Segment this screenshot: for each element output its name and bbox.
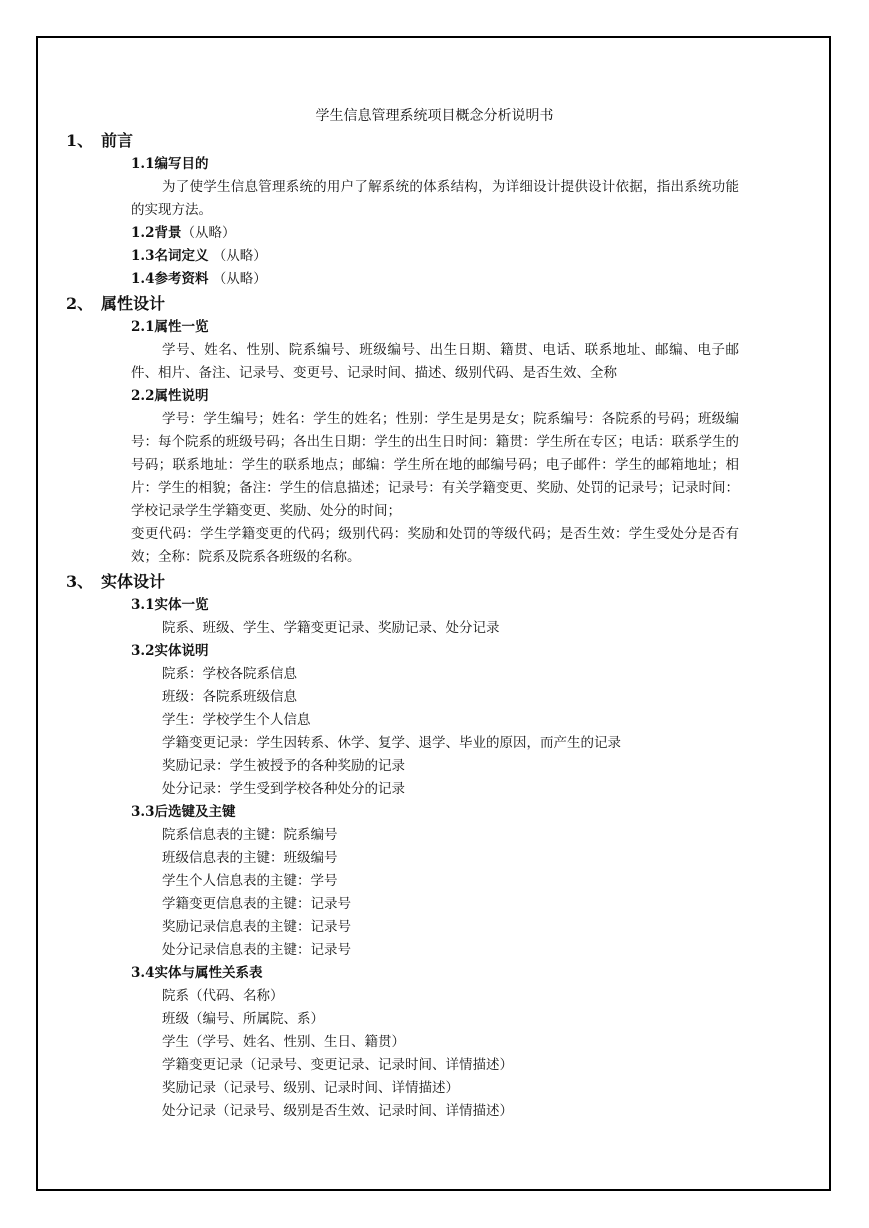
section-3-heading bbox=[0, 569, 869, 594]
list-item: 学籍变更记录（记录号、变更记录、记录时间、详情描述） bbox=[162, 1057, 513, 1073]
subsection-label: 2.2属性说明 bbox=[131, 388, 209, 404]
section-number: 1、 bbox=[66, 131, 94, 150]
subsection-note: （从略） bbox=[212, 271, 267, 287]
list-item: 院系信息表的主键：院系编号 bbox=[162, 827, 338, 843]
subsection-label: 1.2背景 bbox=[131, 225, 182, 241]
subsection-1-1 bbox=[131, 153, 869, 176]
subsection-3-1 bbox=[131, 594, 869, 617]
subsection-label: 3.2实体说明 bbox=[131, 643, 209, 659]
subsection-note: （从略） bbox=[181, 225, 236, 241]
section-2-heading bbox=[0, 291, 869, 316]
subsection-note: （从略） bbox=[212, 248, 267, 264]
subsection-label: 3.3后选键及主键 bbox=[131, 804, 236, 820]
purpose-paragraph: 为了使学生信息管理系统的用户了解系统的体系结构，为详细设计提供设计依据，指出系统功能的实现方法。 bbox=[131, 179, 739, 218]
subsection-label: 1.4参考资料 bbox=[131, 271, 209, 287]
list-item: 学生个人信息表的主键：学号 bbox=[162, 873, 338, 889]
list-item: 院系：学校各院系信息 bbox=[162, 666, 297, 682]
subsection-3-4 bbox=[131, 962, 869, 985]
attribute-list-paragraph: 学号、姓名、性别、院系编号、班级编号、出生日期、籍贯、电话、联系地址、邮编、电子邮件、相片、备注、记录号、变更号、记录时间、描述、级别代码、是否生效、全称 bbox=[131, 342, 739, 381]
subsection-label: 3.1实体一览 bbox=[131, 597, 209, 613]
list-item: 学籍变更记录：学生因转系、休学、复学、退学、毕业的原因，而产生的记录 bbox=[162, 735, 621, 751]
subsection-label: 3.4实体与属性关系表 bbox=[131, 965, 263, 981]
subsection-3-2 bbox=[131, 640, 869, 663]
section-title: 实体设计 bbox=[101, 572, 166, 591]
list-item: 处分记录信息表的主键：记录号 bbox=[162, 942, 351, 958]
list-item: 奖励记录：学生被授予的各种奖励的记录 bbox=[162, 758, 405, 774]
subsection-label: 1.1编写目的 bbox=[131, 156, 209, 172]
list-item: 奖励记录（记录号、级别、记录时间、详情描述） bbox=[162, 1080, 459, 1096]
list-item: 学籍变更信息表的主键：记录号 bbox=[162, 896, 351, 912]
section-title: 前言 bbox=[101, 131, 134, 150]
subsection-label: 1.3名词定义 bbox=[131, 248, 209, 264]
subsection-1-4 bbox=[131, 268, 869, 291]
document-body bbox=[0, 128, 869, 1123]
subsection-3-3 bbox=[131, 801, 869, 824]
subsection-1-2 bbox=[131, 222, 869, 245]
attribute-description-continued: 变更代码：学生学籍变更的代码；级别代码：奖励和处罚的等级代码；是否生效：学生受处分是否有效；全称：院系及院系各班级的名称。 bbox=[131, 526, 739, 565]
entity-list: 院系、班级、学生、学籍变更记录、奖励记录、处分记录 bbox=[162, 620, 500, 636]
section-1-heading bbox=[0, 128, 869, 153]
attribute-description-paragraph: 学号：学生编号；姓名：学生的姓名；性别：学生是男是女；院系编号：各院系的号码；班级编号：每个院系的班级号码；各出生日期：学生的出生日时间：籍贯：学生所在专区；电话：联系学生的号码；联系地址：学生的联系地点；邮编：学生所在地的邮编号码；电子邮件：学生的邮箱地址；相片：学生的相貌；备注：学生的信息描述；记录号：有关学籍变更、奖励、处罚的记录号；记录时间：学校记录学生学籍变更、奖励、处分的时间； bbox=[131, 411, 739, 519]
subsection-label: 2.1属性一览 bbox=[131, 319, 209, 335]
subsection-1-3 bbox=[131, 245, 869, 268]
list-item: 处分记录：学生受到学校各种处分的记录 bbox=[162, 781, 405, 797]
subsection-2-1 bbox=[131, 316, 869, 339]
list-item: 学生：学校学生个人信息 bbox=[162, 712, 311, 728]
section-number: 3、 bbox=[66, 572, 94, 591]
list-item: 处分记录（记录号、级别是否生效、记录时间、详情描述） bbox=[162, 1103, 513, 1119]
list-item: 班级（编号、所属院、系） bbox=[162, 1011, 324, 1027]
list-item: 班级：各院系班级信息 bbox=[162, 689, 297, 705]
list-item: 学生（学号、姓名、性别、生日、籍贯） bbox=[162, 1034, 405, 1050]
document-title: 学生信息管理系统项目概念分析说明书 bbox=[315, 108, 554, 124]
section-title: 属性设计 bbox=[101, 294, 166, 313]
subsection-2-2 bbox=[131, 385, 869, 408]
list-item: 院系（代码、名称） bbox=[162, 988, 284, 1004]
list-item: 班级信息表的主键：班级编号 bbox=[162, 850, 338, 866]
list-item: 奖励记录信息表的主键：记录号 bbox=[162, 919, 351, 935]
section-number: 2、 bbox=[66, 294, 94, 313]
